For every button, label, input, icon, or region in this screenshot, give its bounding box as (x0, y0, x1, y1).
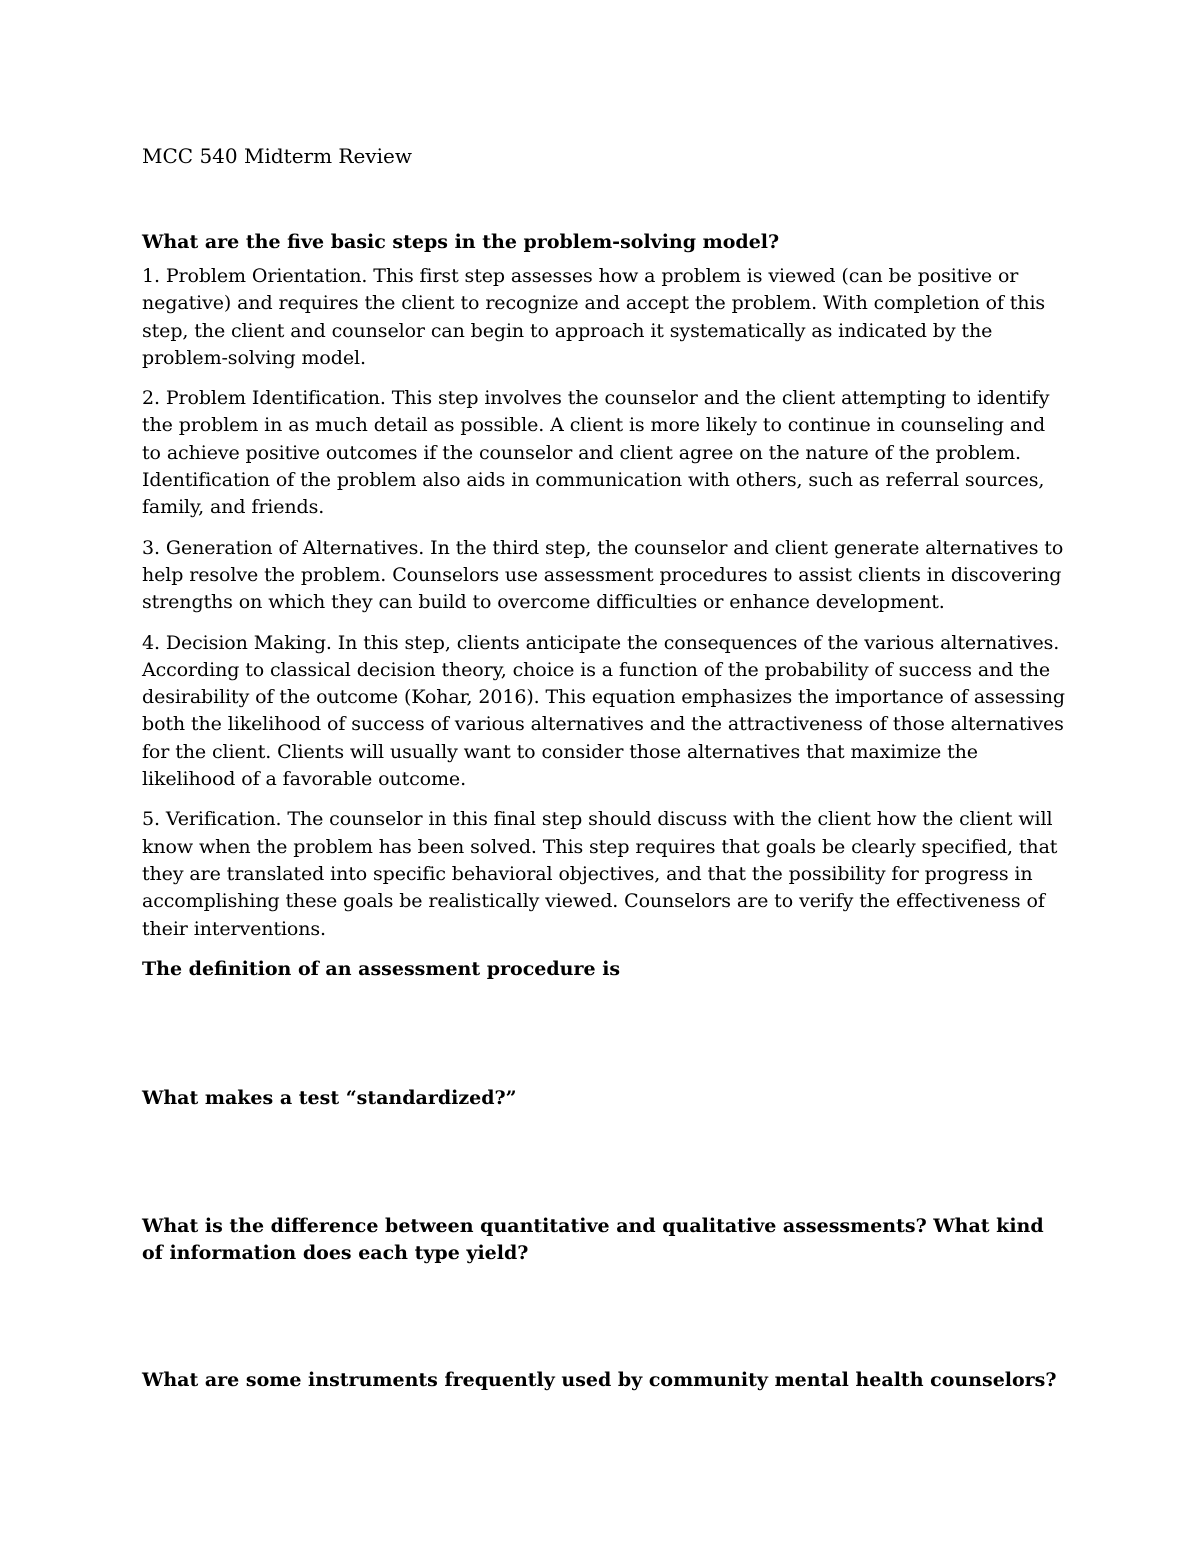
document-body (142, 142, 1067, 1394)
question-problem-solving-steps: What are the five basic steps in the problem-solving model? (142, 231, 780, 253)
step-verification: 5. Verification. The counselor in this final step should discuss with the client how the client will know when the problem has been solved. This step requires that goals be clearly specified, that they are translated into specific behavioral objectives, and that the possibility for progress in accomplishing these goals be realistically viewed. Counselors are to verify the effectiveness of their interventions. (142, 808, 1058, 940)
question-instruments: What are some instruments frequently used by community mental health counselors? (142, 1368, 1057, 1391)
question-assessment-definition: The definition of an assessment procedure is (142, 957, 621, 980)
question-quantitative-vs-qualitative: What is the difference between quantitative and qualitative assessments? What kind of information does each type yield? (142, 1214, 1044, 1264)
question-standardized-test: What makes a test “standardized?” (142, 1086, 517, 1109)
step-problem-orientation: 1. Problem Orientation. This first step assesses how a problem is viewed (can be positive or negative) and requires the client to recognize and accept the problem. With completion of this step, the client and counselor can begin to approach it systematically as indicated by the problem-solving model. (142, 265, 1046, 369)
step-generation-of-alternatives: 3. Generation of Alternatives. In the third step, the counselor and client generate alternatives to help resolve the problem. Counselors use assessment procedures to assist clients in discovering strengths on which they can build to overcome difficulties or enhance development. (142, 536, 1064, 614)
step-problem-identification: 2. Problem Identification. This step involves the counselor and the client attempting to identify the problem in as much detail as possible. A client is more likely to continue in counseling and to achieve positive outcomes if the counselor and client agree on the nature of the problem. Identification of the problem also aids in communication with others, such as referral sources, family, and friends. (142, 387, 1050, 519)
document-title: MCC 540 Midterm Review (142, 144, 412, 168)
step-decision-making: 4. Decision Making. In this step, clients anticipate the consequences of the various alternatives. According to classical decision theory, choice is a function of the probability of success and the desirability of the outcome (Kohar, 2016). This equation emphasizes the importance of assessing both the likelihood of success of various alternatives and the attractiveness of those alternatives for the client. Clients will usually want to consider those alternatives that maximize the likelihood of a favorable outcome. (142, 631, 1065, 791)
